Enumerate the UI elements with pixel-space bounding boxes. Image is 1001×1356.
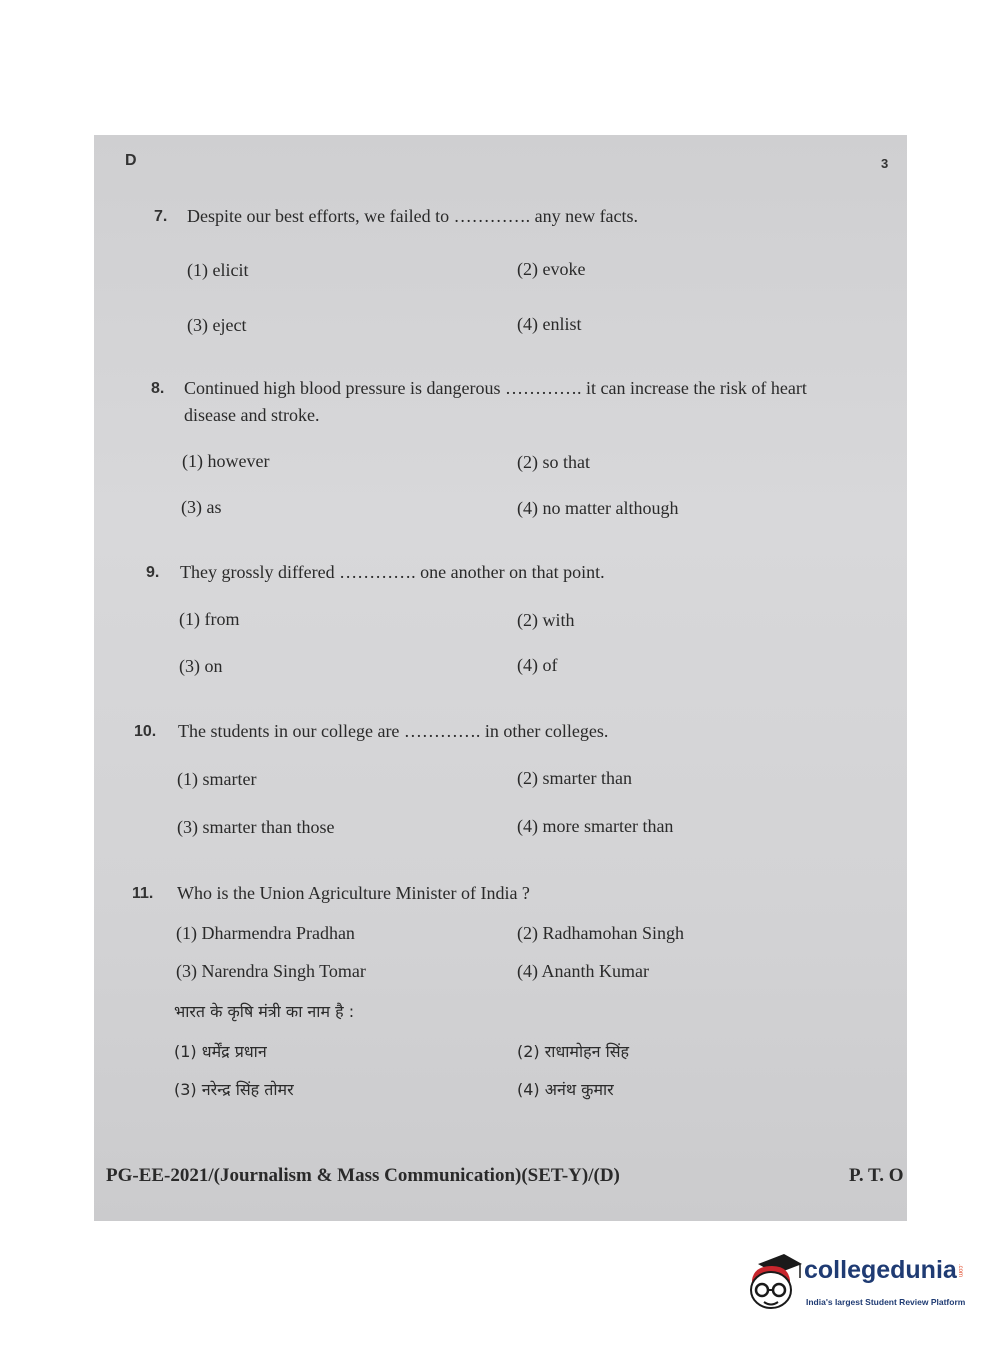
question-text: Continued high blood pressure is dangerous …………. it can increase the risk of heart	[184, 378, 807, 398]
question-text: Despite our best efforts, we failed to …………. any new facts.	[187, 206, 639, 226]
option: (1) from	[179, 609, 240, 629]
option: (3) Narendra Singh Tomar	[176, 961, 366, 981]
option: (4) more smarter than	[517, 816, 674, 836]
option: (1) elicit	[187, 260, 249, 280]
option: (2) smarter than	[517, 768, 632, 788]
paper-code: PG-EE-2021/(Journalism & Mass Communication)(SET-Y)/(D)	[106, 1165, 620, 1186]
option: (3) smarter than those	[177, 817, 335, 837]
option: (4) enlist	[517, 314, 582, 334]
question-text: The students in our college are …………. in other colleges.	[178, 721, 609, 741]
question-number: 7.	[154, 208, 168, 225]
question-text-hindi: भारत के कृषि मंत्री का नाम है :	[174, 1002, 355, 1021]
question-number: 8.	[151, 380, 165, 397]
option: (3) eject	[187, 315, 247, 335]
option: (2) with	[517, 610, 575, 630]
collegedunia-logo[interactable]	[744, 1250, 969, 1320]
option-hindi: (4) अनंथ कुमार	[517, 1080, 614, 1099]
option: (1) smarter	[177, 769, 257, 789]
option-hindi: (3) नरेन्द्र सिंह तोमर	[174, 1080, 294, 1099]
option-hindi: (1) धर्मेंद्र प्रधान	[174, 1042, 267, 1061]
student-mascot-icon	[744, 1250, 802, 1316]
question-text: They grossly differed …………. one another on that point.	[180, 562, 605, 582]
question-number: 10.	[134, 723, 157, 740]
set-letter: D	[125, 152, 137, 169]
question-number: 9.	[146, 564, 160, 581]
option: (2) Radhamohan Singh	[517, 923, 684, 943]
pto-label: P. T. O	[849, 1165, 904, 1186]
question-number: 11.	[132, 885, 154, 902]
option: (4) Ananth Kumar	[517, 961, 649, 981]
question-text-continued: disease and stroke.	[184, 405, 320, 425]
option-hindi: (2) राधामोहन सिंह	[517, 1042, 630, 1061]
option: (1) Dharmendra Pradhan	[176, 923, 355, 943]
logo-wordmark: collegedunia	[804, 1256, 957, 1284]
option: (2) evoke	[517, 259, 586, 279]
option: (3) as	[181, 497, 222, 517]
question-text: Who is the Union Agriculture Minister of India ?	[177, 883, 530, 903]
option: (4) of	[517, 655, 558, 675]
option: (2) so that	[517, 452, 590, 472]
logo-tagline: India's largest Student Review Platform	[806, 1297, 966, 1307]
logo-tld: .com	[957, 1264, 963, 1278]
option: (1) however	[182, 451, 270, 471]
option: (4) no matter although	[517, 498, 679, 518]
page-number: 3	[881, 156, 889, 171]
option: (3) on	[179, 656, 223, 676]
exam-page	[94, 135, 907, 1221]
